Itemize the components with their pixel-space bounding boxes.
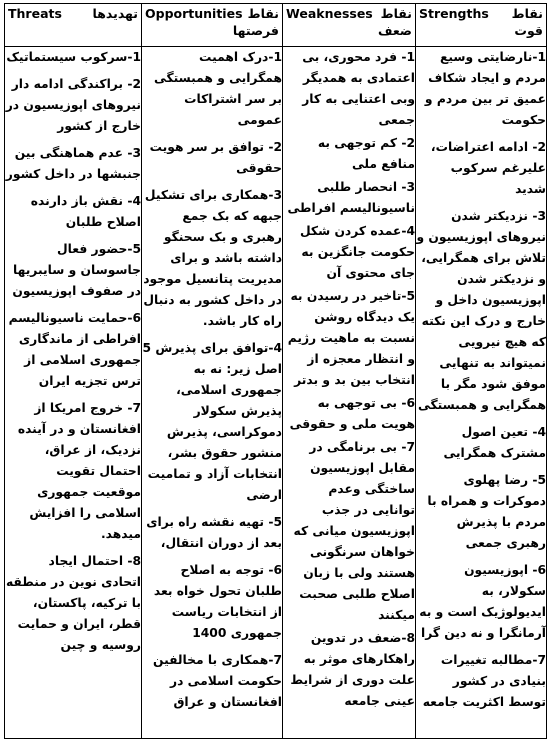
- weaknesses-header-fa-right: نقاط: [380, 6, 412, 21]
- strengths-header: [416, 4, 547, 47]
- opportunity-item: 2- توافق بر سر هویت حقوقی: [149, 140, 282, 175]
- opportunities-header-en: Opportunities: [145, 6, 243, 21]
- weakness-item: 7- بی برنامگی در مقابل اپوزیسیون ساختگی وعدم توانایی در جذب اپوزیسیون میانی که خواهان سرنگونی هستند ولی با زبان اصلاح طلبی صحبت میکنند: [293, 440, 415, 622]
- threat-item: 7- خروج امریکا از افغانستان و در آینده نزدیک، از عراق، احتمال تقویت موقعیت جمهوری اسلامی را افزایش میدهد.: [17, 401, 141, 541]
- strengths-header-fa-sub: قوت: [514, 23, 543, 38]
- threat-item: 4- نقش باز دارنده اصلاح طلبان: [30, 194, 141, 229]
- strength-item: 7-مطالبه تغییرات بنیادی در کشور توسط اکثریت جامعه: [422, 653, 546, 709]
- strength-item: 4- تعین اصول مشترک همگرایی: [443, 425, 546, 460]
- strength-item: 1-نارضایتی وسیع مردم و ایجاد شکاف عمیق تر بین مردم و حکومت: [424, 50, 546, 127]
- threats-header-fa: تهدیدها: [92, 6, 138, 21]
- weaknesses-header: [283, 4, 416, 47]
- threats-header-en: Threats: [8, 6, 62, 21]
- opportunity-item: 5- تهیه نقشه راه برای بعد از دوران انتقال،: [146, 515, 282, 550]
- swot-table: [4, 3, 547, 739]
- weaknesses-header-fa-sub: ضعف: [377, 23, 412, 38]
- header-row: [5, 4, 547, 47]
- opportunity-item: 6- توجه به اصلاح طلبان تحول خواه بعد از انتخابات ریاست جمهوری 1400: [153, 563, 282, 640]
- threat-item: 5-حضور فعال جاسوسان و سایبریها در صفوف اپوزیسیون: [12, 242, 141, 298]
- strength-item: 5- رضا پهلوی دموکرات و همراه با مردم با پذیرش رهبری جمعی: [427, 473, 546, 550]
- opportunities-header-fa-right: نقاط: [247, 6, 279, 21]
- threat-item: 6-حمایت ناسیونالیسم افراطی از ماندگاری جمهوری اسلامی از ترس تجزیه ایران: [8, 311, 141, 388]
- opportunity-item: 3-همکاری برای تشکیل جبهه که بک جمع رهبری و بک سحنگو داشته باشد و برای مدیریت پتانسیل موجود در داخل کشور به دنبال راه کار باشد.: [143, 188, 282, 328]
- weaknesses-header-en: Weaknesses: [286, 6, 373, 21]
- opportunities-header-fa-sub: فرصتها: [232, 23, 279, 38]
- weakness-item: 8-ضعف در تدوین راهکارهای موثر به علت دوری از شرایط عینی جامعه: [290, 631, 415, 708]
- strengths-column: [416, 47, 547, 739]
- strength-item: 3- نزدیکتر شدن نیروهای اپوزیسیون و تلاش برای همگرایی، و نزدیکتر شدن اپوزیسیون داخل و خارج و درک این نکته که هیچ نیرویی نمیتواند به تنهایی موفق شود مگر با همگرایی و همبستگی: [416, 209, 546, 412]
- threats-column: [5, 47, 142, 739]
- weakness-item: 2- کم توجهی به منافع ملی: [317, 136, 415, 171]
- threat-item: 1-سرکوب سیستماتیک: [6, 50, 141, 64]
- weaknesses-column: [283, 47, 416, 739]
- strength-item: 2- ادامه اعتراضات، علیرغم سرکوب شدید: [430, 140, 546, 196]
- weakness-item: 6- بی توجهی به هویت ملی و حقوقی: [289, 396, 415, 431]
- strengths-header-en: Strengths: [419, 6, 489, 21]
- opportunities-column: [142, 47, 283, 739]
- threat-item: 3- عدم هماهنگی بین جنبشها در داخل کشور: [5, 146, 141, 181]
- opportunity-item: 7-همکاری با مخالفین حکومت اسلامی در افغانستان و عراق: [153, 653, 282, 709]
- opportunity-item: 1-درک اهمیت همگرایی و همبستگی بر سر اشتراکات عمومی: [154, 50, 282, 127]
- body-row: [5, 47, 547, 739]
- weakness-item: 1- فرد محوری، بی اعتمادی به همدیگر وبی اعتنایی به کار جمعی: [302, 50, 415, 127]
- threat-item: 8- احتمال ایجاد اتحادی نوین در منطقه با ترکیه، پاکستان، قطر، ایران و حمایت روسیه و چین: [5, 554, 141, 652]
- weakness-item: 5-تاخیر در رسیدن به یک دیدگاه روشن نسبت به ماهیت رژیم و انتظار معجزه از انتخاب بین بد و بدتر: [287, 289, 415, 387]
- weakness-item: 4-عمده کردن شکل حکومت جانگزین به جای محتوی آن: [299, 224, 415, 280]
- threat-item: 2- براکندگی ادامه دار نیروهای اپوزیسیون در خارج از کشور: [5, 77, 141, 133]
- threats-header: [5, 4, 142, 47]
- strengths-header-fa-right: نقاط: [511, 6, 543, 21]
- weakness-item: 3- انحصار طلبی ناسیونالیسم افراطی: [287, 180, 415, 215]
- opportunity-item: 4-توافق برای پذیرش 5 اصل زیر: نه به جمهوری اسلامی، پذیرش سکولار دموکراسی، پذیرش منشور حقوق بشر، انتخابات آزاد و تمامیت ارضی: [142, 341, 282, 502]
- opportunities-header: [142, 4, 283, 47]
- strength-item: 6- اپوزیسیون سکولار، به ایدیولوژیک است و به آرمانگرا و نه دین گرا: [419, 563, 546, 640]
